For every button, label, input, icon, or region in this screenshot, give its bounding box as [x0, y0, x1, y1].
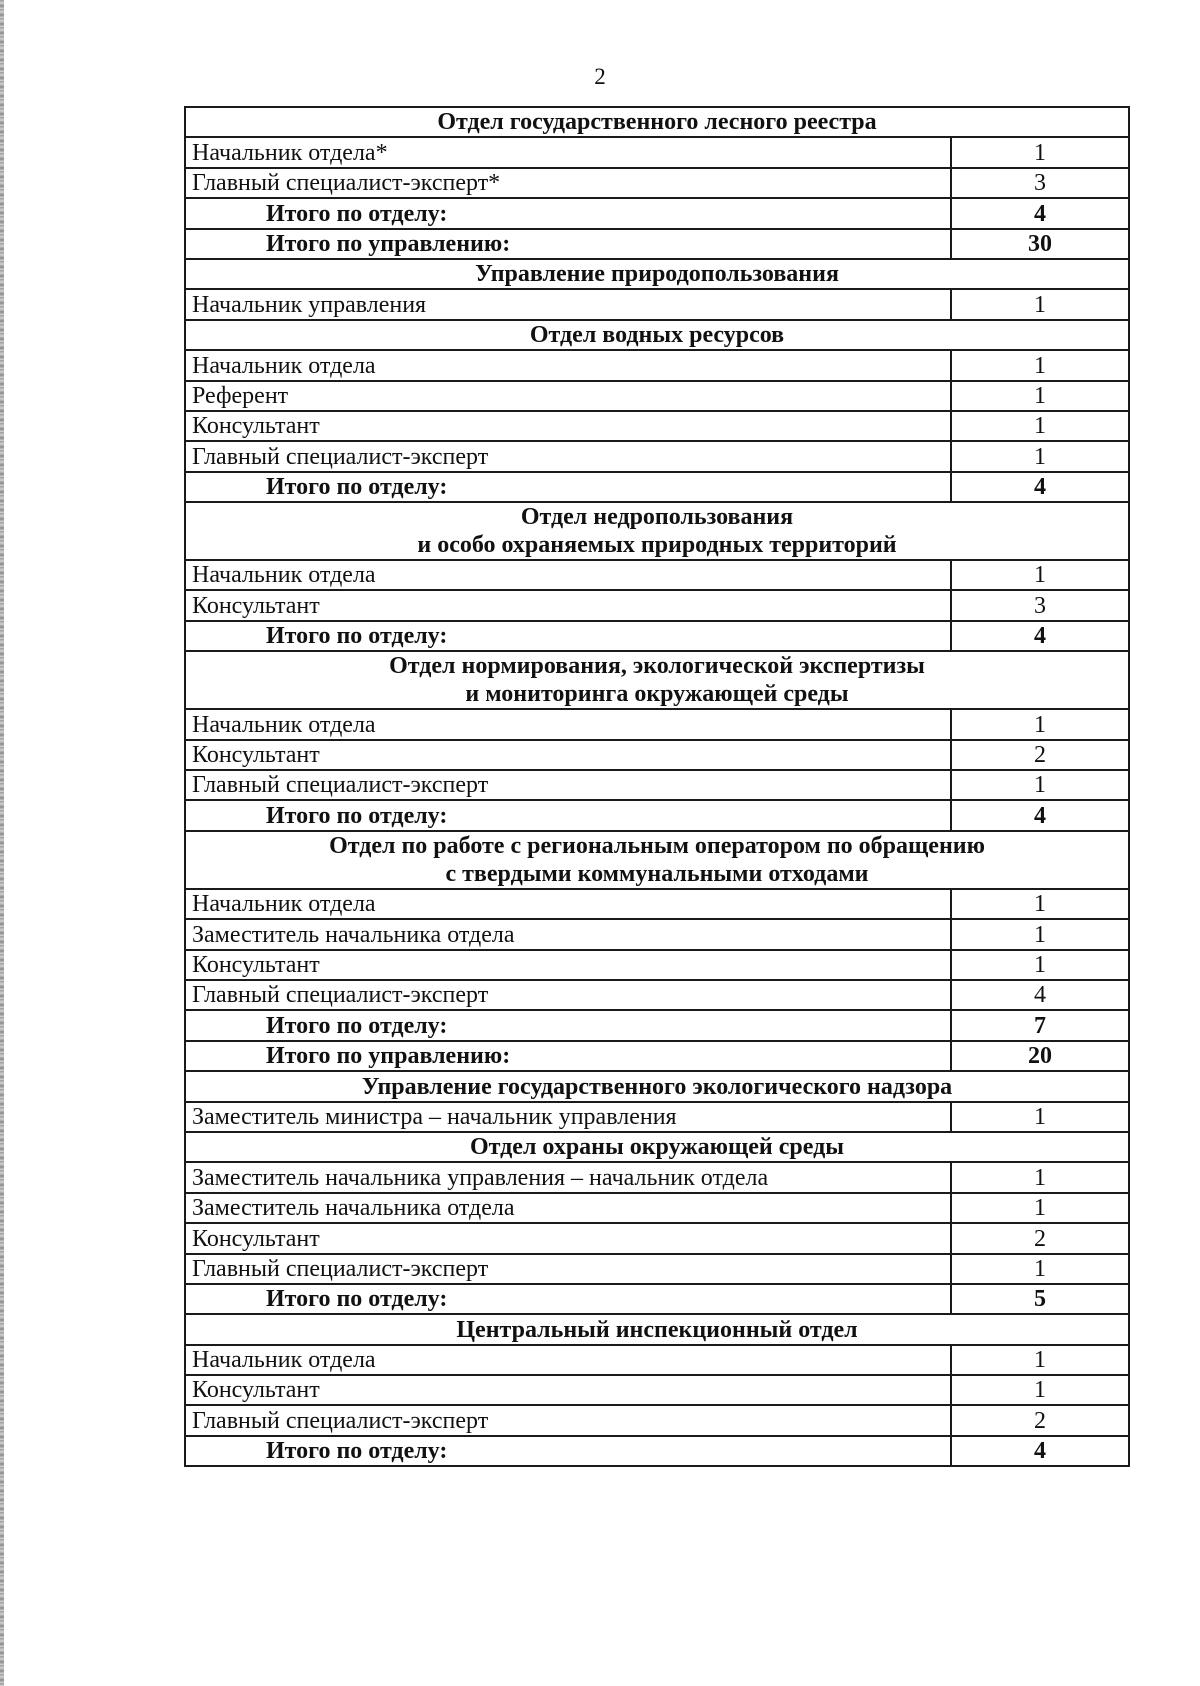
section-header-line: Отдел нормирования, экологической экспертизы [389, 653, 925, 680]
position-name: Консультант [185, 950, 951, 980]
position-row [185, 1345, 1129, 1375]
position-count: 1 [951, 1254, 1129, 1284]
position-row [185, 1193, 1129, 1223]
position-name: Консультант [185, 1375, 951, 1405]
total-count: 5 [951, 1284, 1129, 1314]
total-label: Итого по управлению: [185, 1041, 951, 1071]
position-name: Начальник отдела [185, 350, 951, 380]
position-count: 1 [951, 560, 1129, 590]
section-header-row [185, 320, 1129, 350]
section-header-line: Отдел охраны окружающей среды [470, 1134, 844, 1161]
position-name: Главный специалист-эксперт [185, 1254, 951, 1284]
position-row [185, 381, 1129, 411]
position-count: 1 [951, 889, 1129, 919]
section-header-row [185, 831, 1129, 889]
position-row [185, 1162, 1129, 1192]
section-header-line: Управление государственного экологического надзора [361, 1073, 953, 1100]
position-count: 1 [951, 350, 1129, 380]
total-label: Итого по отделу: [185, 621, 951, 651]
position-row [185, 350, 1129, 380]
page-number: 2 [594, 64, 606, 89]
position-row [185, 137, 1129, 167]
section-header [185, 1132, 1129, 1162]
position-name: Главный специалист-эксперт* [185, 168, 951, 198]
position-count: 4 [951, 980, 1129, 1010]
section-header [185, 107, 1129, 137]
position-name: Главный специалист-эксперт [185, 980, 951, 1010]
position-name: Консультант [185, 411, 951, 441]
section-header-row [185, 1132, 1129, 1162]
position-name: Заместитель начальника управления – начальник отдела [185, 1162, 951, 1192]
total-label: Итого по отделу: [185, 1284, 951, 1314]
total-row [185, 621, 1129, 651]
position-name: Начальник отдела* [185, 137, 951, 167]
total-label: Итого по отделу: [185, 800, 951, 830]
section-header-line: Центральный инспекционный отдел [456, 1316, 858, 1343]
position-row [185, 980, 1129, 1010]
section-header-row [185, 107, 1129, 137]
total-row [185, 1041, 1129, 1071]
total-count: 7 [951, 1010, 1129, 1040]
position-count: 1 [951, 770, 1129, 800]
position-name: Референт [185, 381, 951, 411]
position-row [185, 560, 1129, 590]
position-row [185, 740, 1129, 770]
section-header [185, 1314, 1129, 1344]
position-name: Заместитель начальника отдела [185, 919, 951, 949]
position-count: 1 [951, 137, 1129, 167]
section-header-line: Отдел по работе с региональным оператором по обращению [329, 832, 985, 859]
position-row [185, 1405, 1129, 1435]
total-label: Итого по управлению: [185, 229, 951, 259]
section-header [185, 502, 1129, 560]
section-header-line: и особо охраняемых природных территорий [417, 532, 897, 559]
position-row [185, 709, 1129, 739]
position-name: Начальник отдела [185, 709, 951, 739]
position-count: 1 [951, 381, 1129, 411]
staffing-table [184, 106, 1130, 1467]
total-row [185, 198, 1129, 228]
position-count: 1 [951, 1345, 1129, 1375]
section-header [185, 651, 1129, 709]
position-row [185, 1223, 1129, 1253]
section-header-row [185, 259, 1129, 289]
position-name: Главный специалист-эксперт [185, 441, 951, 471]
position-count: 1 [951, 1193, 1129, 1223]
position-name: Начальник отдела [185, 560, 951, 590]
position-count: 3 [951, 168, 1129, 198]
position-count: 1 [951, 950, 1129, 980]
total-row [185, 1010, 1129, 1040]
total-count: 4 [951, 621, 1129, 651]
position-count: 1 [951, 441, 1129, 471]
position-count: 1 [951, 1162, 1129, 1192]
section-header [185, 320, 1129, 350]
position-count: 1 [951, 1375, 1129, 1405]
position-name: Начальник управления [185, 289, 951, 319]
section-header-row [185, 1071, 1129, 1101]
total-label: Итого по отделу: [185, 1010, 951, 1040]
position-row [185, 441, 1129, 471]
position-row [185, 168, 1129, 198]
section-header-line: и мониторинга окружающей среды [465, 681, 849, 708]
total-label: Итого по отделу: [185, 472, 951, 502]
position-row [185, 1375, 1129, 1405]
position-count: 1 [951, 289, 1129, 319]
total-count: 30 [951, 229, 1129, 259]
total-row [185, 1284, 1129, 1314]
total-count: 4 [951, 800, 1129, 830]
section-header-row [185, 651, 1129, 709]
total-count: 20 [951, 1041, 1129, 1071]
position-name: Заместитель начальника отдела [185, 1193, 951, 1223]
section-header-line: Отдел государственного лесного реестра [437, 109, 877, 136]
position-count: 3 [951, 590, 1129, 620]
section-header [185, 1071, 1129, 1101]
position-count: 1 [951, 709, 1129, 739]
position-name: Главный специалист-эксперт [185, 1405, 951, 1435]
position-name: Заместитель министра – начальник управления [185, 1102, 951, 1132]
position-count: 2 [951, 740, 1129, 770]
total-count: 4 [951, 198, 1129, 228]
position-count: 2 [951, 1405, 1129, 1435]
section-header-row [185, 502, 1129, 560]
position-name: Главный специалист-эксперт [185, 770, 951, 800]
position-name: Начальник отдела [185, 889, 951, 919]
position-name: Консультант [185, 740, 951, 770]
total-row [185, 1436, 1129, 1466]
section-header-line: Отдел водных ресурсов [529, 322, 785, 349]
staffing-table-body [185, 107, 1129, 1466]
position-row [185, 411, 1129, 441]
position-row [185, 1102, 1129, 1132]
position-row [185, 770, 1129, 800]
section-header [185, 259, 1129, 289]
position-row [185, 950, 1129, 980]
section-header [185, 831, 1129, 889]
section-header-line: с твердыми коммунальными отходами [445, 860, 869, 887]
total-label: Итого по отделу: [185, 198, 951, 228]
section-header-row [185, 1314, 1129, 1344]
position-row [185, 1254, 1129, 1284]
position-row [185, 889, 1129, 919]
position-count: 2 [951, 1223, 1129, 1253]
position-row [185, 919, 1129, 949]
total-count: 4 [951, 472, 1129, 502]
position-row [185, 590, 1129, 620]
position-count: 1 [951, 411, 1129, 441]
section-header-line: Отдел недропользования [520, 504, 794, 531]
position-name: Начальник отдела [185, 1345, 951, 1375]
position-count: 1 [951, 1102, 1129, 1132]
section-header-line: Управление природопользования [475, 261, 839, 288]
total-label: Итого по отделу: [185, 1436, 951, 1466]
total-row [185, 800, 1129, 830]
total-count: 4 [951, 1436, 1129, 1466]
total-row [185, 472, 1129, 502]
position-name: Консультант [185, 1223, 951, 1253]
scan-edge [0, 0, 4, 1686]
total-row [185, 229, 1129, 259]
position-name: Консультант [185, 590, 951, 620]
position-count: 1 [951, 919, 1129, 949]
position-row [185, 289, 1129, 319]
